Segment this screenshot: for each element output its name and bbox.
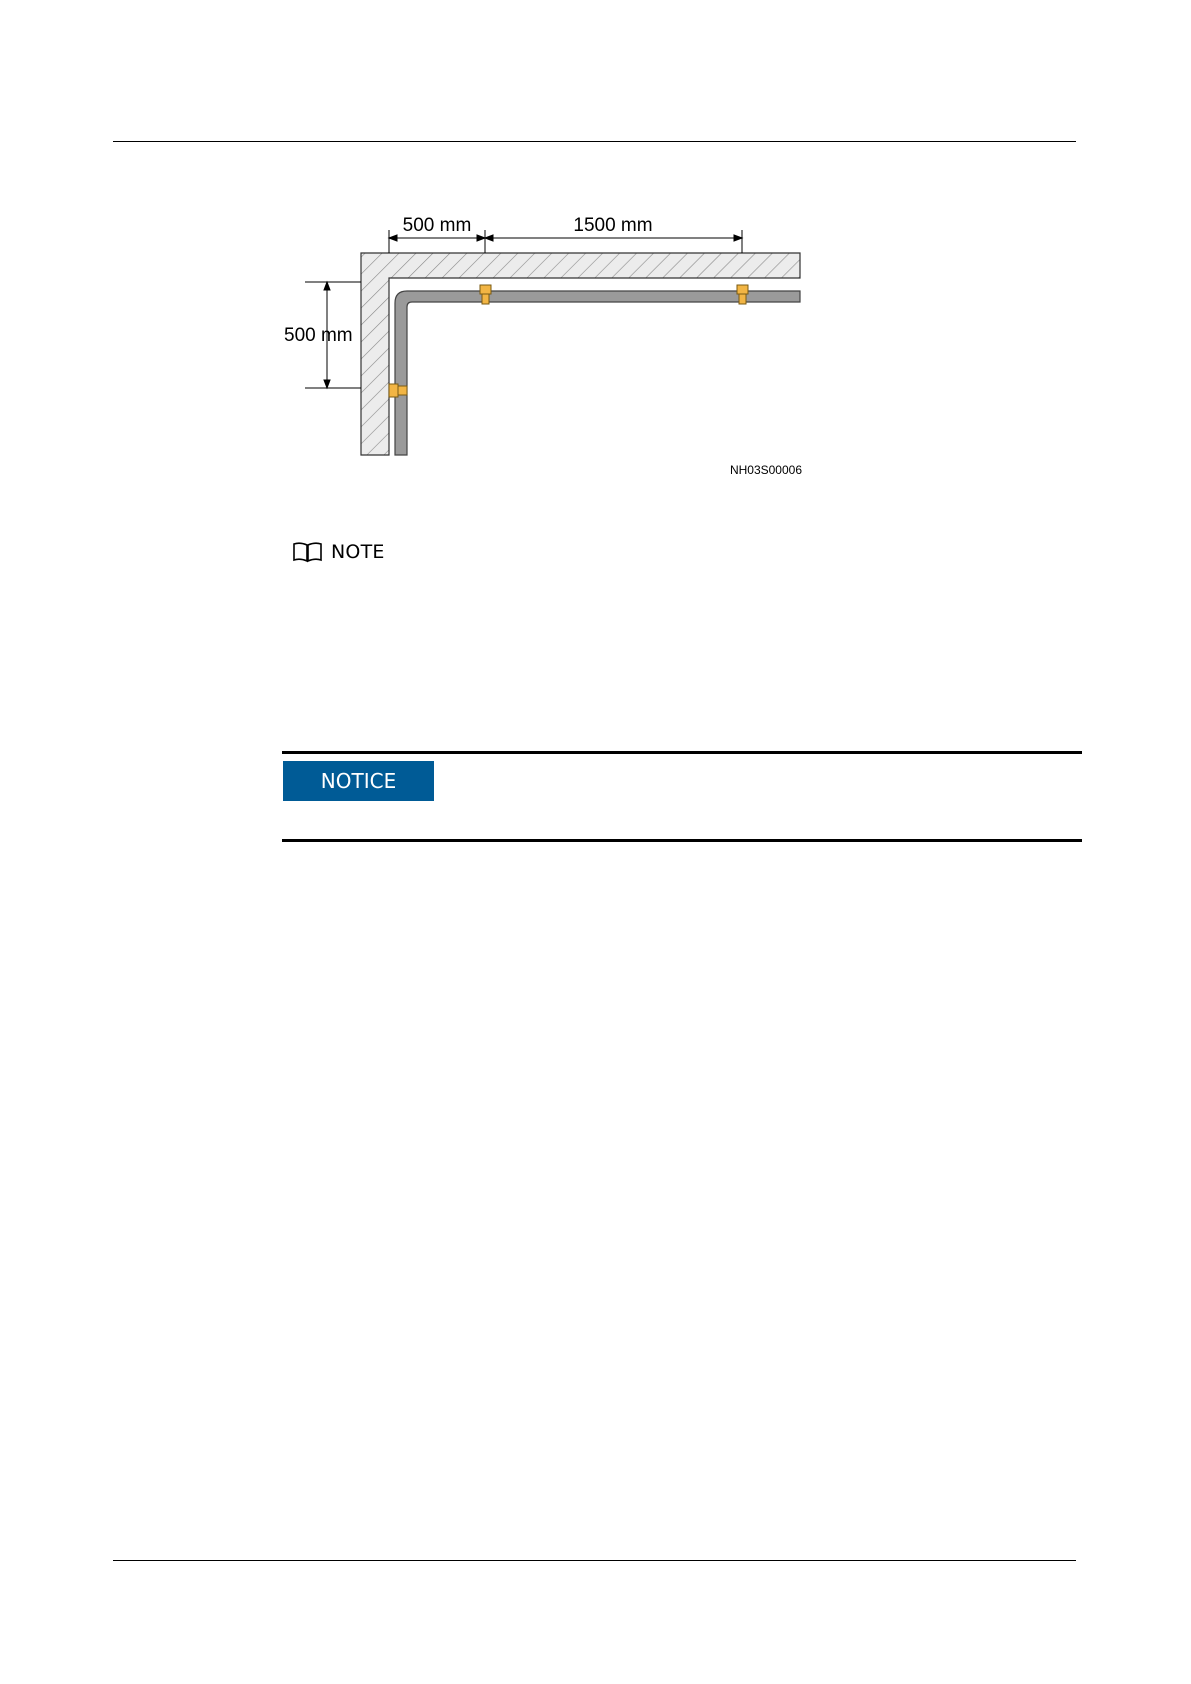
clip-top-right (737, 285, 748, 304)
footer-rule (113, 1560, 1076, 1561)
clip-left (389, 384, 407, 397)
book-icon (292, 541, 323, 563)
pipe-routing-figure (277, 205, 807, 485)
note-label: NOTE (331, 541, 385, 563)
dim-label-top-left: 500 mm (402, 215, 472, 236)
header-rule (113, 141, 1076, 142)
wall (361, 253, 800, 455)
pipe (395, 291, 800, 455)
notice-bottom-rule (282, 839, 1082, 842)
note-heading (292, 538, 385, 566)
figure-code: NH03S00006 (729, 463, 802, 477)
notice-badge: NOTICE (283, 761, 434, 801)
clip-top-left (480, 285, 491, 304)
dim-label-left: 500 mm (284, 325, 353, 346)
dim-label-top-right: 1500 mm (573, 215, 653, 236)
figure-svg (277, 205, 807, 485)
notice-top-rule (282, 751, 1082, 754)
